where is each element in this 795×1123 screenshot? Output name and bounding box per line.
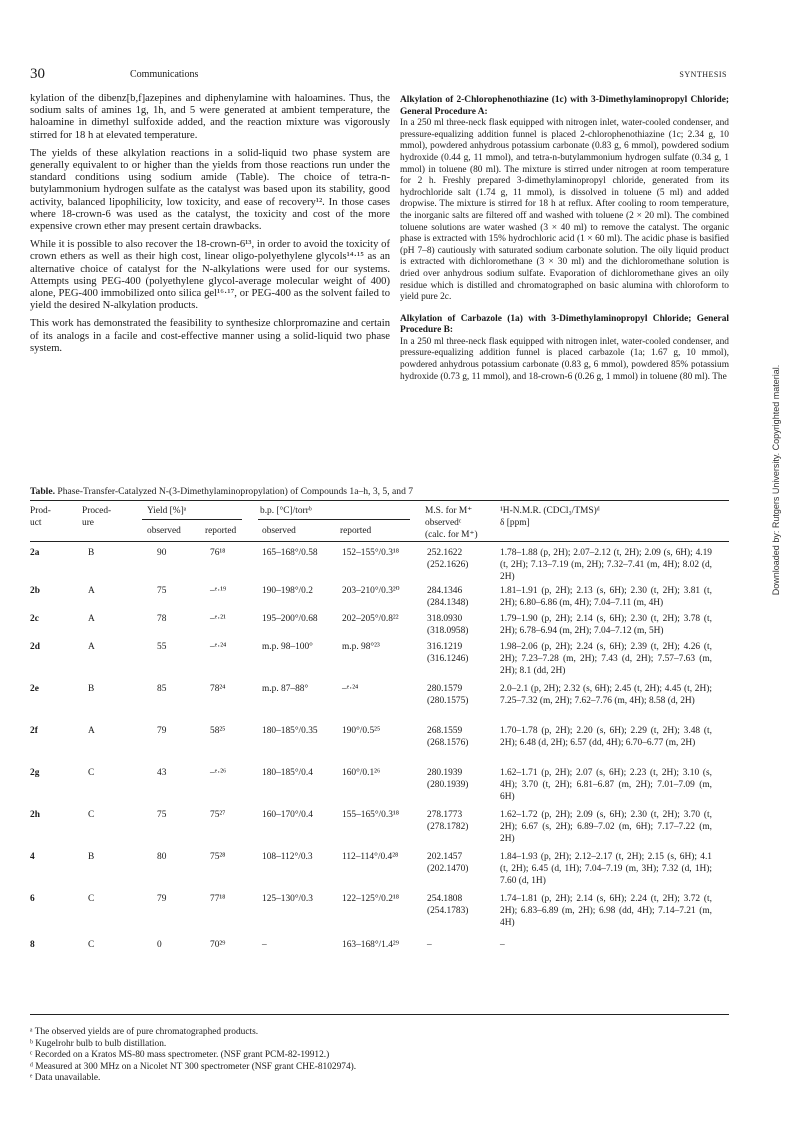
cell-bp-reported: 202–205°/0.8²²	[342, 614, 399, 624]
footnote: ᵃ The observed yields are of pure chromatographed products.	[30, 1027, 259, 1037]
table-caption	[30, 486, 730, 497]
cell-nmr: 1.81–1.91 (p, 2H); 2.13 (s, 6H); 2.30 (t, 2H); 3.81 (t, 2H); 6.80–6.86 (m, 4H); 7.04–7.11 (m, 4H)	[500, 586, 712, 608]
cell-yield-observed: 79	[157, 726, 167, 736]
header-product: Prod- uct	[30, 506, 51, 528]
cell-yield-observed: 0	[157, 940, 162, 950]
cell-yield-reported: –ᵉ·²¹	[210, 614, 226, 624]
cell-ms: 318.0930 (318.0958)	[427, 614, 469, 636]
paragraph: While it is possible to also recover the 18-crown-6¹³, in order to avoid the toxicity of crown ethers as well as their high cost, linear oligo-polyethylene glycols¹⁴·¹⁵ as an alternative choice of catalyst for the N-alkylations were used for our systems. Attempts using PEG-400 (polyethylene glycol-average molecular weight of 400) alone, PEG-400 immobilized onto silica gel¹⁶·¹⁷, or PEG-400 as the solvent failed to yield the desired N-alkylation products.	[30, 239, 390, 312]
cell-yield-observed: 78	[157, 614, 167, 624]
cell-ms: –	[427, 940, 432, 950]
cell-ms: 202.1457 (202.1470)	[427, 852, 469, 874]
cell-ms: 268.1559 (268.1576)	[427, 726, 469, 748]
footnote: ᵉ Data unavailable.	[30, 1073, 101, 1084]
cell-nmr: 1.62–1.72 (p, 2H); 2.09 (s, 6H); 2.30 (t, 2H); 3.70 (t, 2H); 6.67 (s, 2H); 6.89–7.02 (m, 6H); 7.17–7.22 (m, 2H)	[500, 810, 712, 844]
cell-yield-observed: 75	[157, 586, 167, 596]
cell-yield-reported: –ᵉ·²⁶	[210, 768, 227, 778]
cell-yield-observed: 75	[157, 810, 167, 820]
cell-nmr: 2.0–2.1 (p, 2H); 2.32 (s, 6H); 2.45 (t, 2H); 4.45 (t, 2H); 7.25–7.32 (m, 2H); 7.62–7.76 (m, 4H); 8.58 (d, 2H)	[500, 684, 712, 706]
cell-bp-reported: 160°/0.1²⁶	[342, 768, 381, 778]
cell-bp-observed: 108–112°/0.3	[262, 852, 313, 862]
cell-ms: 280.1939 (280.1939)	[427, 768, 469, 790]
cell-product: 2g	[30, 768, 40, 778]
cell-yield-reported: 75²⁷	[210, 810, 226, 820]
cell-nmr: 1.78–1.88 (p, 2H); 2.07–2.12 (t, 2H); 2.09 (s, 6H); 4.19 (t, 2H); 7.13–7.19 (m, 2H); 7.32–7.41 (m, 4H); 8.02 (d, 2H)	[500, 548, 712, 582]
cell-yield-observed: 90	[157, 548, 167, 558]
cell-bp-reported: 155–165°/0.3¹⁸	[342, 810, 399, 820]
cell-product: 2f	[30, 726, 38, 736]
cell-product: 2e	[30, 684, 39, 694]
journal-name: SYNTHESIS	[679, 70, 727, 79]
cell-product: 6	[30, 894, 35, 904]
right-column	[400, 95, 729, 383]
cell-bp-observed: –	[262, 940, 267, 950]
cell-nmr: 1.70–1.78 (p, 2H); 2.20 (s, 6H); 2.29 (t, 2H); 3.48 (t, 2H); 6.48 (d, 2H); 6.57 (dd, 4H); 6.70–6.77 (m, 2H)	[500, 726, 712, 748]
cell-yield-reported: 78²⁴	[210, 684, 226, 694]
cell-ms: 254.1808 (254.1783)	[427, 894, 469, 916]
cell-bp-observed: m.p. 87–88°	[262, 684, 309, 694]
table-header-rule	[30, 541, 729, 542]
table-bottom-rule	[30, 1014, 729, 1015]
cell-yield-observed: 79	[157, 894, 167, 904]
header-yield-observed: observed	[147, 526, 181, 536]
cell-yield-reported: –ᵉ·¹⁹	[210, 586, 227, 596]
cell-nmr: 1.74–1.81 (p, 2H); 2.14 (s, 6H); 2.24 (t, 2H); 3.72 (t, 2H); 6.83–6.89 (m, 2H); 6.98 (dd, 4H); 7.14–7.21 (m, 4H)	[500, 894, 712, 928]
cell-bp-reported: 190°/0.5²⁵	[342, 726, 381, 736]
cell-bp-observed: 165–168°/0.58	[262, 548, 318, 558]
table-caption-label: Table.	[30, 486, 55, 497]
cell-yield-observed: 80	[157, 852, 167, 862]
cell-product: 2b	[30, 586, 40, 596]
cell-procedure: B	[88, 684, 95, 694]
cell-procedure: A	[88, 586, 95, 596]
cell-product: 4	[30, 852, 35, 862]
cell-bp-reported: 152–155°/0.3¹⁸	[342, 548, 399, 558]
cell-bp-observed: 180–185°/0.35	[262, 726, 318, 736]
bp-sub-rule	[258, 519, 410, 520]
cell-yield-observed: 85	[157, 684, 167, 694]
cell-yield-reported: 70²⁹	[210, 940, 226, 950]
cell-procedure: A	[88, 614, 95, 624]
cell-procedure: A	[88, 642, 95, 652]
cell-bp-observed: 125–130°/0.3	[262, 894, 313, 904]
footnotes	[30, 1027, 630, 1085]
procedure-b-text: In a 250 ml three-neck flask equipped with nitrogen inlet, water-cooled condenser, and pressure-equalizing addition funnel is placed carbazole (1a; 1.67 g, 10 mmol), powdered anhydrous potassium carbonate (0.83 g, 6 mmol), powdered 85% potassium hydroxide (0.73 g, 11 mmol), and 18-crown-6 (0.26 g, 1 mmol) in toluene (80 ml). The	[400, 336, 729, 382]
cell-bp-observed: m.p. 98–100°	[262, 642, 313, 652]
paragraph: kylation of the dibenz[b,f]azepines and diphenylamine with haloamines. Thus, the sodium salts of amines 1g, 1h, and 5 were generated at ambient temperature, the haloamine in dimethyl sulfoxide added, and the reaction mixture was vigorously stirred for 18 h at elevated temperature.	[30, 93, 390, 141]
cell-ms: 284.1346 (284.1348)	[427, 586, 469, 608]
yield-sub-rule	[142, 519, 242, 520]
cell-nmr: 1.98–2.06 (p, 2H); 2.24 (s, 6H); 2.39 (t, 2H); 4.26 (t, 2H); 7.23–7.28 (m, 2H); 7.43 (d, 2H); 7.57–7.63 (m, 2H); 8.1 (dd, 2H)	[500, 642, 712, 676]
cell-procedure: C	[88, 810, 95, 820]
cell-yield-reported: –ᵉ·²⁴	[210, 642, 227, 652]
footnote: ᵈ Measured at 300 MHz on a Nicolet NT 300 spectrometer (NSF grant CHE-8102974).	[30, 1061, 357, 1072]
cell-procedure: B	[88, 852, 95, 862]
cell-procedure: B	[88, 548, 95, 558]
header-ms: M.S. for M⁺ observedᶜ (calc. for M⁺)	[425, 506, 478, 540]
header-yield-reported: reported	[205, 526, 237, 536]
cell-procedure: C	[88, 768, 95, 778]
cell-product: 2d	[30, 642, 40, 652]
page-header	[30, 66, 727, 82]
cell-product: 2c	[30, 614, 39, 624]
cell-bp-observed: 160–170°/0.4	[262, 810, 313, 820]
procedure-a-heading: Alkylation of 2-Chlorophenothiazine (1c) with 3-Dimethylaminopropyl Chloride; General Procedure A:	[400, 95, 729, 117]
cell-procedure: C	[88, 894, 95, 904]
cell-ms: 252.1622 (252.1626)	[427, 548, 469, 570]
cell-bp-reported: m.p. 98°²³	[342, 642, 380, 652]
cell-bp-observed: 180–185°/0.4	[262, 768, 313, 778]
table-top-rule	[30, 500, 729, 501]
header-bp-observed: observed	[262, 526, 296, 536]
table-caption-text: Phase-Transfer-Catalyzed N-(3-Dimethylaminopropylation) of Compounds 1a–h, 3, 5, and 7	[57, 486, 414, 497]
left-column	[30, 93, 390, 355]
paragraph: This work has demonstrated the feasibility to synthesize chlorpromazine and certain of its analogs in a facile and cost-effective manner using a solid-liquid two phase system.	[30, 318, 390, 354]
cell-yield-reported: 75²⁸	[210, 852, 226, 862]
cell-yield-observed: 55	[157, 642, 167, 652]
cell-yield-observed: 43	[157, 768, 167, 778]
cell-nmr: 1.84–1.93 (p, 2H); 2.12–2.17 (t, 2H); 2.15 (s, 6H); 4.1 (t, 2H); 6.45 (d, 1H); 7.04–7.19 (m, 3H); 7.32 (d, 1H); 7.60 (d, 1H)	[500, 852, 712, 886]
cell-bp-reported: 122–125°/0.2¹⁸	[342, 894, 399, 904]
cell-procedure: A	[88, 726, 95, 736]
cell-product: 2h	[30, 810, 40, 820]
header-procedure: Proced- ure	[82, 506, 112, 528]
paragraph: The yields of these alkylation reactions in a solid-liquid two phase system are generally equivalent to or higher than the yields from those reactions run under the standard conditions using sodium amide (Table). The choice of tetra-n-butylammonium hydrogen sulfate as the catalyst was based upon its stability, good activity, balanced lipophilicity, low toxicity, and ease of recovery¹². In those cases where 18-crown-6 was used as the catalyst, the toxicity and cost of the more expensive crown ether may present certain drawbacks.	[30, 147, 390, 233]
cell-ms: 278.1773 (278.1782)	[427, 810, 469, 832]
cell-bp-observed: 190–198°/0.2	[262, 586, 313, 596]
cell-yield-reported: 58²⁵	[210, 726, 226, 736]
cell-bp-reported: –ᵉ·²⁴	[342, 684, 359, 694]
download-watermark	[761, 250, 791, 710]
cell-bp-observed: 195–200°/0.68	[262, 614, 318, 624]
header-nmr: ¹H-N.M.R. (CDCl₃/TMS)ᵈ δ [ppm]	[500, 506, 600, 528]
footnote: ᶜ Recorded on a Kratos MS-80 mass spectrometer. (NSF grant PCM-82-19912.)	[30, 1050, 330, 1061]
header-yield: Yield [%]ᵃ	[147, 506, 187, 516]
cell-ms: 316.1219 (316.1246)	[427, 642, 469, 664]
cell-procedure: C	[88, 940, 95, 950]
header-bp: b.p. [°C]/torrᵇ	[260, 506, 312, 516]
cell-nmr: 1.62–1.71 (p, 2H); 2.07 (s, 6H); 2.23 (t, 2H); 3.10 (s, 4H); 3.70 (t, 2H); 6.81–6.87 (m, 2H); 7.01–7.09 (m, 6H)	[500, 768, 712, 802]
watermark-text: Downloaded by: Rutgers University. Copyrighted material.	[771, 364, 781, 596]
page-number: 30	[30, 66, 45, 82]
cell-yield-reported: 77¹⁸	[210, 894, 226, 904]
footnote: ᵇ Kugelrohr bulb to bulb distillation.	[30, 1038, 167, 1049]
cell-bp-reported: 163–168°/1.4²⁹	[342, 940, 399, 950]
cell-nmr: –	[500, 940, 505, 950]
cell-nmr: 1.79–1.90 (p, 2H); 2.14 (s, 6H); 2.30 (t, 2H); 3.78 (t, 2H); 6.78–6.94 (m, 2H); 7.04–7.12 (m, 5H)	[500, 614, 712, 636]
cell-bp-reported: 203–210°/0.3²⁰	[342, 586, 400, 596]
cell-yield-reported: 76¹⁸	[210, 548, 226, 558]
header-bp-reported: reported	[340, 526, 372, 536]
cell-ms: 280.1579 (280.1575)	[427, 684, 469, 706]
cell-product: 2a	[30, 548, 40, 558]
procedure-a-text: In a 250 ml three-neck flask equipped with nitrogen inlet, water-cooled condenser, and pressure-equalizing addition funnel is placed 2-chlorophenothiazine (1c; 2.34 g, 10 mmol), powdered anhydrous potassium carbonate (0.83 g, 6 mmol), powdered sodium hydroxide (0.44 g, 11 mmol), and tetra-n-butylammonium hydrogen sulfate (0.34 g, 1 mmol) in toluene (80 ml). The mixture is stirred under nitrogen at room temperature for 2 h. Freshly prepared 3-dimethylaminopropyl chloride, generated from its hydrochloride salt (1.74 g, 11 mmol), is dissolved in toluene (5 ml) and added dropwise. The mixture is stirred for 18 h at reflux. After cooling to room temperature, the inorganic salts are filtered off and washed with toluene (2 × 20 ml). The combined toluene solutions are water washed (3 × 40 ml) to remove the catalyst. The organic phase is extracted with 15% hydrochloric acid (1 × 60 ml). The acidic phase is basified (pH 7–8) cautiously with saturated sodium carbonate solution. The oily liquid product is extracted with dichloromethane (3 × 30 ml) and the dichloromethane solution is dried over anhydrous sodium sulfate. Evaporation of dichloromethane gives an oily residue which is distilled and chromatographed on basic alumina with chloroform to yield pure 2c.	[400, 118, 729, 303]
procedure-b-heading: Alkylation of Carbazole (1a) with 3-Dimethylaminopropyl Chloride; General Procedure B:	[400, 313, 729, 336]
section-title: Communications	[130, 69, 199, 80]
cell-product: 8	[30, 940, 35, 950]
cell-bp-reported: 112–114°/0.4²⁸	[342, 852, 399, 862]
